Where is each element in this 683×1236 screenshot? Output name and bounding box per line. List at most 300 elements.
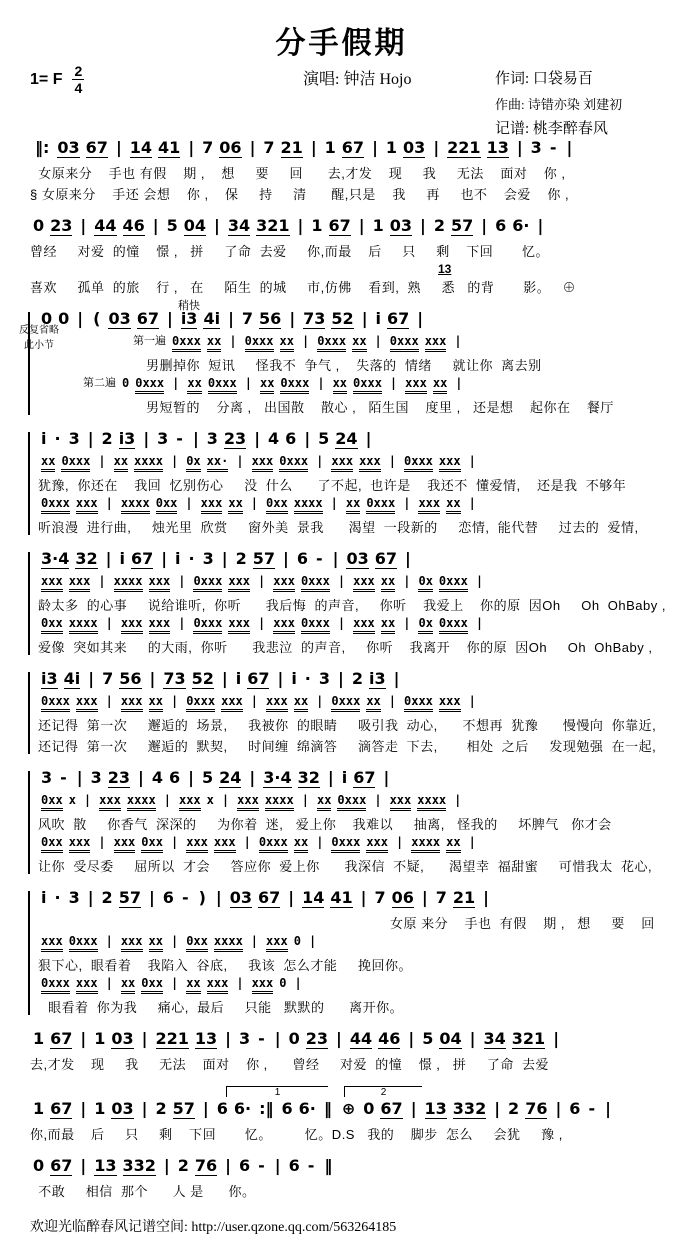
barline: - [315, 549, 323, 568]
barline: · [54, 429, 61, 448]
note-group: 14 [302, 888, 325, 907]
barline: | [555, 1099, 562, 1118]
note-group: i [235, 669, 242, 688]
rhythm-group: xxx [228, 617, 250, 634]
note-group: 3·4 [41, 549, 70, 568]
note-group: 67 [50, 1156, 73, 1175]
rhythm-group: 0xxx [280, 377, 309, 394]
note-group: 57 [252, 549, 275, 568]
barline: - [181, 888, 189, 907]
note-group: 3 [530, 138, 542, 157]
rhythm-group: xxxx [127, 794, 156, 811]
rhythm-group: xxx [252, 455, 274, 472]
barline: | [301, 793, 309, 807]
lyrics-row: § 女原来分 手还 会想 你 , 保 持 清 醒,只是 我 再 也不 会爱 你 , [30, 187, 570, 202]
rhythm-group: xxx [201, 497, 223, 514]
lyrics-row: 狠下心, 眼看着 我陷入 谷底, 我该 怎么才能 挽回你。 [38, 958, 412, 973]
barline: | [76, 768, 83, 787]
rhythm-row [38, 496, 671, 517]
barline: | [163, 1156, 170, 1175]
barline: | [98, 835, 106, 849]
note-group: 67 [353, 768, 376, 787]
barline: | [188, 138, 195, 157]
lyrics-row: 曾经 对爱 的憧 憬 , 拼 了命 去爱 你,而最 后 只 剩 下回 忆。 [30, 244, 550, 259]
note-group: 23 [50, 216, 73, 235]
rhythm-group: 0xx [156, 497, 178, 514]
rhythm-group: xxx [359, 455, 381, 472]
rhythm-group: xxx [149, 575, 171, 592]
note-group: 1 [94, 1099, 106, 1118]
note-group: 1 [311, 216, 323, 235]
barline: | [138, 768, 144, 787]
inline-label: 第一遍 [133, 334, 166, 347]
note-group: 23 [107, 768, 131, 787]
barline: | [566, 138, 573, 157]
note-group: 4 [151, 768, 164, 787]
barline: | [188, 768, 194, 787]
rhythm-group: xxx [425, 335, 447, 352]
barline: - [60, 768, 67, 787]
rhythm-group: xx [228, 497, 242, 514]
rhythm-group: xxx [331, 455, 353, 472]
note-group: 2 [235, 549, 247, 568]
note-group: 3 [68, 888, 80, 907]
barline: | [178, 616, 186, 630]
time-signature-denominator: 4 [74, 80, 83, 96]
note-group: 5 [318, 429, 330, 448]
barline: | [221, 793, 230, 807]
note-group: 2 [508, 1099, 520, 1118]
note-group: 67 [380, 1099, 403, 1118]
barline: ( [93, 309, 101, 328]
rhythm-group: xxx [439, 455, 461, 472]
rhythm-group: xx [352, 335, 366, 352]
barline: | [408, 1029, 415, 1048]
barline: | [80, 1099, 87, 1118]
rhythm-group: xx [433, 377, 447, 394]
rhythm-row [38, 376, 671, 397]
transcriber-credit: 记谱: 桃李醉春风 [495, 121, 608, 138]
rhythm-group: xxx [266, 695, 288, 712]
score-body [8, 138, 675, 1202]
rhythm-group: xxx [76, 695, 98, 712]
note-group: 13 [94, 1156, 117, 1175]
note-group: 3 [157, 429, 169, 448]
barline: | [283, 549, 289, 568]
note-group: 44 [349, 1029, 373, 1048]
barline: | [277, 669, 284, 688]
note-group: 32 [297, 768, 320, 787]
rhythm-group: 0xxx [353, 377, 382, 394]
barline: | [337, 574, 346, 588]
note-group: 3 [68, 429, 80, 448]
barline: | [330, 496, 338, 510]
rhythm-group: xxx [207, 977, 229, 994]
barline: - [258, 1029, 265, 1048]
note-group: 67 [130, 549, 154, 568]
note-group: 67 [341, 138, 365, 157]
barline: | [80, 216, 87, 235]
rhythm-group: 0xxx [404, 455, 433, 472]
notation-row [38, 549, 671, 574]
lyrics-row: 还记得 第一次 邂逅的 场景, 我被你 的眼睛 吸引我 动心, 不想再 犹豫 慢慢向 你靠近, [38, 718, 657, 733]
note-group: 7 [102, 669, 114, 688]
note-group: 57 [451, 216, 474, 235]
barline: | [316, 454, 324, 468]
rhythm-row [38, 694, 671, 715]
rhythm-group: xx [294, 836, 308, 853]
barline: | [152, 216, 159, 235]
note-group: 76 [194, 1156, 218, 1175]
music-system [30, 216, 671, 298]
note-group: 3 [41, 768, 53, 787]
rhythm-group: xxx [179, 794, 201, 811]
barline: | [403, 616, 411, 630]
rhythm-group: 0xxx [404, 695, 433, 712]
barline: | [417, 309, 424, 328]
note-group: 67 [387, 309, 410, 328]
barline: | [141, 1029, 148, 1048]
barline: | [360, 888, 367, 907]
note-group: 41 [330, 888, 353, 907]
music-system [19, 300, 671, 418]
notation-row [30, 1156, 671, 1181]
barline: | [537, 216, 544, 235]
note-group: 32 [75, 549, 98, 568]
barline: | [308, 934, 317, 948]
lyrics-row: 眼看着 你为我 痛心, 最后 只能 默默的 离开你。 [48, 1000, 404, 1015]
note-group: 7 [263, 138, 275, 157]
rhythm-group: 0x [186, 455, 200, 472]
lyrics-row: 爱像 突如其来 的大雨, 你听 我悲泣 的声音, 你听 我离开 你的原 因Oh Oh OhBaby , [38, 640, 653, 655]
note-group: i [41, 888, 47, 907]
rhythm-group: 0xxx [301, 617, 330, 634]
rhythm-group: xxx [121, 935, 143, 952]
rhythm-group: x [68, 793, 76, 807]
note-group: 1 [385, 138, 398, 157]
barline: | [289, 309, 296, 328]
barline: | [274, 1156, 281, 1175]
note-group: i3 [41, 669, 58, 688]
barline: | [192, 429, 199, 448]
barline: - [176, 429, 183, 448]
note-group: i3 [369, 669, 386, 688]
barline: | [494, 1099, 501, 1118]
note-group: 52 [191, 669, 214, 688]
barline: | [215, 888, 222, 907]
note-group: 0 [41, 309, 53, 328]
note-group: 41 [158, 138, 181, 157]
note-group: 6· [512, 216, 530, 235]
barline: | [143, 429, 150, 448]
barline: | [337, 616, 346, 630]
barline: :‖ [259, 1099, 274, 1118]
note-group: 23 [223, 429, 247, 448]
rhythm-group: xxx [69, 575, 91, 592]
notation-row [38, 309, 671, 334]
music-system [30, 1156, 671, 1202]
volta-bracket: 2 [344, 1086, 422, 1097]
tempo-marking: 稍快 [178, 300, 200, 312]
rhythm-group: 0x [418, 575, 432, 592]
barline: | [468, 835, 476, 849]
barline: ⊕ [341, 1099, 356, 1118]
note-group: 52 [331, 309, 354, 328]
rhythm-group: 0xxx [61, 455, 90, 472]
barline: | [475, 616, 484, 630]
music-system [30, 429, 671, 538]
rhythm-group: xxxx [69, 617, 98, 634]
barline: | [221, 549, 228, 568]
note-group: 6· [298, 1099, 316, 1118]
barline: · [188, 549, 195, 568]
note-group: i [41, 429, 47, 448]
barline: | [166, 309, 173, 328]
rhythm-group: 0xxx [41, 497, 70, 514]
barline: | [468, 694, 476, 708]
rhythm-group: 0xxx [193, 575, 222, 592]
note-group: 14 [129, 138, 153, 157]
rhythm-group: xxxx [265, 794, 294, 811]
rhythm-group: xx [280, 335, 294, 352]
barline: | [87, 429, 94, 448]
note-group: 6 [216, 1099, 228, 1118]
note-group: 6 [169, 768, 181, 787]
note-group: 03 [111, 1029, 134, 1048]
lyrics-row: 还记得 第一次 邂逅的 默契, 时间缠 绵滴答 滴答走 下去, 相处 之后 发现勉强 在一起, [38, 739, 657, 754]
note-group: i3 [180, 309, 198, 328]
lyrics-row: 犹豫, 你还在 我回 忆别伤心 没 什么 了不起, 也许是 我还不 懂爱情, 还是我 不够年 [38, 478, 627, 493]
barline: | [141, 1099, 148, 1118]
note-group: 5 [202, 768, 214, 787]
barline: | [455, 376, 463, 390]
barline: | [170, 934, 179, 948]
barline: | [98, 454, 106, 468]
barline: | [172, 376, 180, 390]
barline: | [468, 454, 476, 468]
rhythm-group: 0xxx [279, 455, 308, 472]
barline: | [249, 138, 256, 157]
rhythm-group: 0xxx [186, 695, 215, 712]
barline: ‖ [323, 1099, 332, 1118]
rhythm-group: 0x [418, 617, 432, 634]
note-group: 24 [219, 768, 242, 787]
barline: | [317, 376, 325, 390]
barline: | [301, 334, 310, 348]
rhythm-group: xxxx [417, 794, 446, 811]
rhythm-group: 0xxx [439, 575, 468, 592]
rhythm-group: xxx [266, 935, 288, 952]
note-group: 67 [50, 1029, 73, 1048]
lyricist-credit: 作词: 口袋易百 [495, 71, 593, 87]
rhythm-group: xx [317, 794, 331, 811]
barline: | [454, 793, 462, 807]
rhythm-row [38, 976, 671, 997]
note-group: 3·4 [263, 768, 292, 787]
barline: | [105, 549, 112, 568]
rhythm-group: 0xxx [41, 695, 70, 712]
barline: | [338, 669, 344, 688]
note-group: 67 [328, 216, 351, 235]
rhythm-group: 0xxx [245, 335, 274, 352]
barline: · [304, 669, 311, 688]
rhythm-group: xxx [252, 977, 274, 994]
barline: | [420, 216, 426, 235]
barline: | [115, 138, 122, 157]
barline: | [405, 549, 411, 568]
notation-row [38, 669, 671, 694]
barline: | [475, 574, 484, 588]
footer-note: 欢迎光临醉春风记谱空间: http://user.qzone.qq.com/563264185 [30, 1220, 397, 1235]
rhythm-group: 0 [293, 934, 301, 948]
note-group: 21 [280, 138, 303, 157]
rhythm-row [38, 793, 671, 814]
barline: | [388, 694, 396, 708]
barline: | [236, 976, 244, 990]
barline: | [87, 888, 94, 907]
rhythm-group: xxxx [121, 497, 150, 514]
barline: | [332, 549, 339, 568]
note-group: 5 [422, 1029, 434, 1048]
music-system [30, 669, 671, 757]
note-group: 34 [483, 1029, 506, 1048]
note-group: 57 [172, 1099, 195, 1118]
rhythm-group: xxx [366, 836, 388, 853]
rhythm-group: xxx [353, 617, 375, 634]
composer-credit: 作曲: 诗错亦染 刘建初 [495, 97, 623, 112]
lyrics-row: 你,而最 后 只 剩 下回 忆。 忆。D.S 我的 脚步 怎么 会犹 豫 , [30, 1127, 563, 1142]
note-group: 67 [50, 1099, 73, 1118]
barline: | [170, 454, 179, 468]
note-group: 7 [374, 888, 386, 907]
note-group: 6 [296, 549, 308, 568]
barline: | [229, 334, 237, 348]
barline: | [274, 1029, 281, 1048]
rhythm-row [38, 574, 671, 595]
barline: | [410, 1099, 417, 1118]
note-group: 06 [219, 138, 242, 157]
song-title: 分手假期 [275, 27, 408, 60]
rhythm-group: xxx [76, 497, 98, 514]
note-group: 2 [155, 1099, 167, 1118]
barline: - [549, 138, 557, 157]
rhythm-group: xxxx [134, 455, 163, 472]
key-label: 1= F [30, 70, 63, 88]
lyrics-row: 听浪漫 进行曲, 烛光里 欣赏 窗外美 景我 渴望 一段新的 恋情, 能代替 过去的 爱情, [38, 520, 639, 535]
rhythm-group: 0xx [186, 935, 208, 952]
barline: | [374, 793, 382, 807]
barline: | [77, 309, 84, 328]
rhythm-group: 0xxx [41, 977, 70, 994]
note-group: 2 [101, 429, 113, 448]
note-group: 0 [363, 1099, 375, 1118]
note-group: 56 [259, 309, 282, 328]
note-group: 0 [58, 309, 70, 328]
note-group: 221 [447, 138, 481, 157]
rhythm-row [38, 835, 671, 856]
rhythm-group: 0xxx [390, 335, 419, 352]
rhythm-group: xx [346, 497, 360, 514]
rhythm-group: xx [187, 377, 201, 394]
note-group: i [291, 669, 297, 688]
note-group: 7 [202, 138, 214, 157]
rhythm-group: xxx [76, 977, 98, 994]
rhythm-group: xxx [214, 836, 236, 853]
note-group: 13 [424, 1099, 447, 1118]
note-group: 6 [495, 216, 507, 235]
note-group: 03 [229, 888, 252, 907]
rhythm-group: 0xxx [331, 695, 360, 712]
rhythm-group: xx [121, 977, 135, 994]
singer-credit: 演唱: 钟洁 Hojo [303, 71, 412, 88]
note-group: 04 [183, 216, 207, 235]
note-group: 1 [372, 216, 384, 235]
barline: · [54, 888, 61, 907]
rhythm-group: xxx [273, 617, 295, 634]
rhythm-group: xx [294, 695, 308, 712]
barline: | [244, 376, 252, 390]
rhythm-row [38, 934, 671, 955]
sheet-header [8, 10, 675, 138]
lyrics-row: 去,才发 现 我 无法 面对 你 , 曾经 对爱 的憧 憬 , 拼 了命 去爱 [30, 1057, 550, 1072]
rhythm-group: xx [446, 497, 460, 514]
rhythm-group: xx [186, 977, 200, 994]
barline: ) [198, 888, 206, 907]
note-group: 3 [206, 429, 218, 448]
barline: ‖: [35, 138, 50, 157]
barline: ‖ [324, 1156, 333, 1175]
rhythm-group: xxxx [294, 497, 323, 514]
barline: | [372, 138, 378, 157]
rhythm-group: 0xx [266, 497, 288, 514]
barline: | [163, 793, 171, 807]
notation-row [30, 138, 671, 163]
barline: | [202, 1099, 209, 1118]
barline: | [105, 934, 113, 948]
barline: | [393, 669, 400, 688]
note-group: 67 [247, 669, 270, 688]
notation-row [30, 216, 671, 241]
note-group: 7 [435, 888, 447, 907]
rhythm-group: 0xxx [135, 377, 164, 394]
note-group: 04 [439, 1029, 462, 1048]
note-group: i [175, 549, 181, 568]
barline: | [605, 1099, 611, 1118]
rhythm-group: xxxx [114, 575, 143, 592]
rhythm-group: xxx [114, 836, 136, 853]
barline: | [396, 835, 404, 849]
note-group: 6 [239, 1156, 251, 1175]
note-group: 56 [119, 669, 142, 688]
note-group: 46 [378, 1029, 401, 1048]
note-group: 2 [101, 888, 113, 907]
rhythm-group: xxx [121, 695, 143, 712]
rhythm-group: xxx [405, 377, 427, 394]
volta-bracket: 1 [226, 1086, 328, 1097]
barline: | [243, 835, 251, 849]
note-group: 67 [136, 309, 159, 328]
barline: | [383, 768, 390, 787]
note-group: 24 [335, 429, 358, 448]
barline: | [214, 216, 220, 235]
barline: | [316, 835, 324, 849]
barline: | [250, 694, 259, 708]
note-group: 7 [241, 309, 254, 328]
barline: | [149, 669, 156, 688]
note-group: 2 [433, 216, 446, 235]
barline: | [297, 216, 304, 235]
note-group: 1 [324, 138, 336, 157]
